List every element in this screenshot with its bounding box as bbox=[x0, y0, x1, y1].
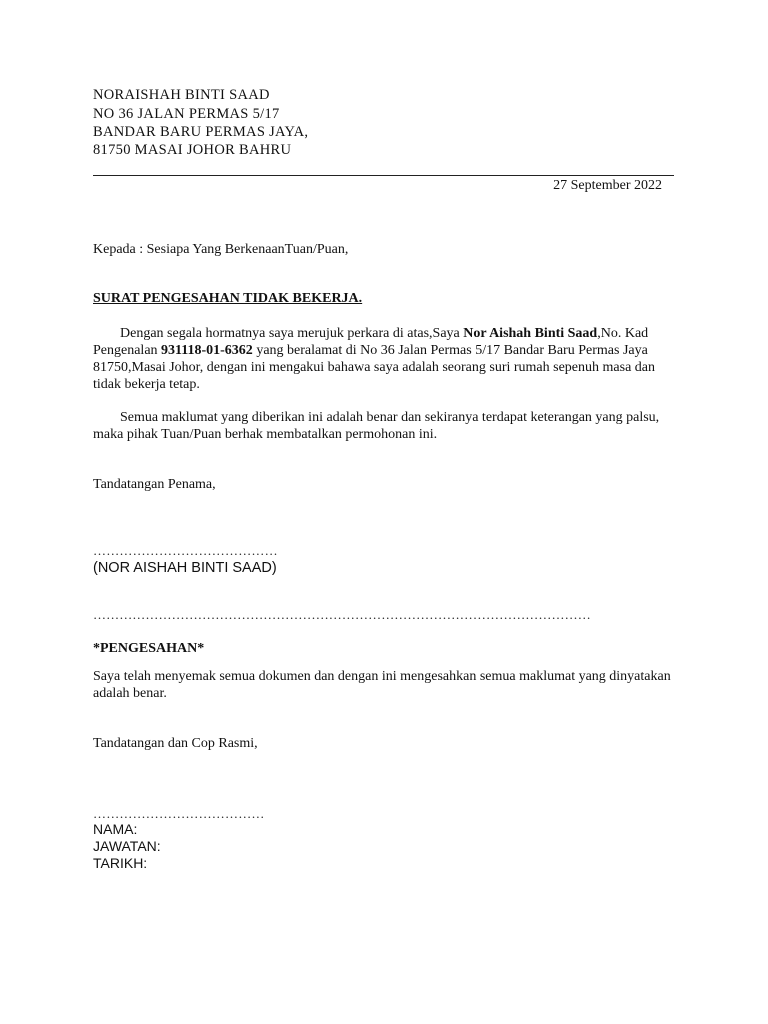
section-separator: …………………………………………………………………………………………………… bbox=[93, 607, 591, 622]
body-paragraph-1 bbox=[93, 325, 673, 393]
body-p1-name: Nor Aishah Binti Saad bbox=[463, 326, 598, 341]
sender-name: NORAISHAH BINTI SAAD bbox=[93, 87, 270, 103]
body-p1-text-c: yang beralamat di No 36 Jalan Permas 5/17 Bandar Baru Permas Jaya 81750,Masai Johor, dengan ini mengakui bahawa saya adalah seorang suri rumah sepenuh masa dan tidak bekerja tetap. bbox=[93, 343, 655, 392]
body-paragraph-2 bbox=[93, 409, 673, 443]
recipient-line: Kepada : Sesiapa Yang BerkenaanTuan/Puan, bbox=[93, 242, 349, 257]
letter-subject: SURAT PENGESAHAN TIDAK BEKERJA. bbox=[93, 291, 363, 306]
verification-text: Saya telah menyemak semua dokumen dan dengan ini mengesahkan semua maklumat yang dinyatakan adalah benar. bbox=[93, 669, 671, 701]
signatory-name: (NOR AISHAH BINTI SAAD) bbox=[93, 560, 277, 576]
header-rule bbox=[93, 175, 674, 176]
signature-dotted-line: …………………………………… bbox=[93, 543, 278, 558]
field-nama: NAMA: bbox=[93, 821, 138, 837]
letter-date: 27 September 2022 bbox=[553, 178, 662, 193]
sender-address-line2: BANDAR BARU PERMAS JAYA, bbox=[93, 124, 309, 140]
body-p1-text-a: Dengan segala hormatnya saya merujuk perkara di atas,Saya bbox=[120, 326, 464, 341]
field-tarikh: TARIKH: bbox=[93, 855, 148, 871]
verification-heading: *PENGESAHAN* bbox=[93, 641, 205, 656]
body-p1-text-b: ,No. Kad Pengenalan bbox=[93, 326, 649, 358]
field-jawatan: JAWATAN: bbox=[93, 838, 161, 854]
sender-address-line3: 81750 MASAI JOHOR BAHRU bbox=[93, 142, 292, 158]
signature-label: Tandatangan Penama, bbox=[93, 477, 216, 492]
official-sign-label: Tandatangan dan Cop Rasmi, bbox=[93, 736, 258, 751]
body-p1-ic-number: 931118-01-6362 bbox=[161, 343, 253, 358]
body-p2-text: Semua maklumat yang diberikan ini adalah benar dan sekiranya terdapat keterangan yang palsu, maka pihak Tuan/Puan berhak membatalkan permohonan ini. bbox=[93, 410, 660, 442]
sender-address-line1: NO 36 JALAN PERMAS 5/17 bbox=[93, 106, 280, 122]
official-dotted-line: ………………………………… bbox=[93, 806, 265, 821]
